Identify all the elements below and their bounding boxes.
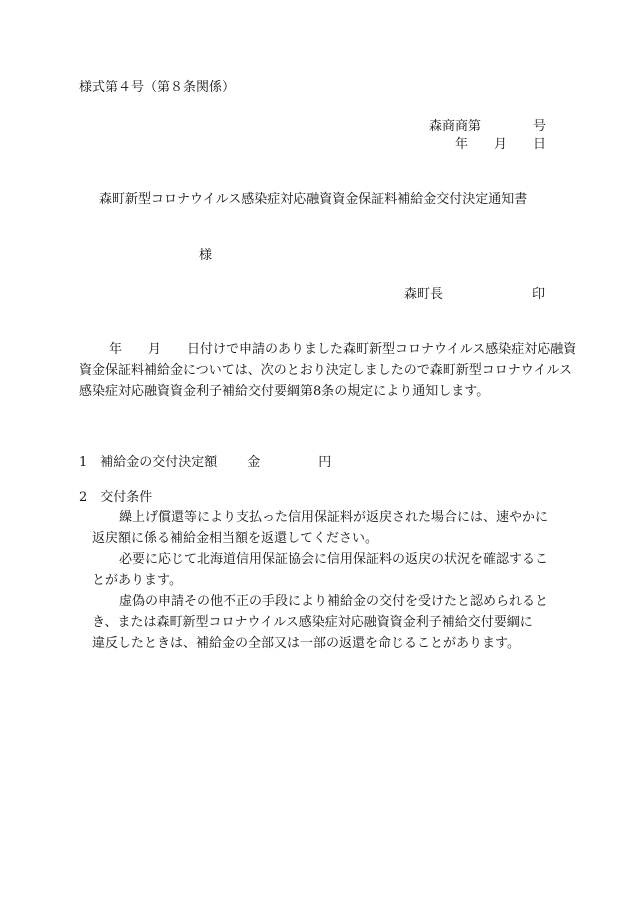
item-1-row xyxy=(79,455,331,471)
item-1-label: 1 補給金の交付決定額 xyxy=(79,455,218,470)
condition-line: とがあります。 xyxy=(92,573,182,588)
document-title: 森町新型コロナウイルス感染症対応融資資金保証料補給金交付決定通知書 xyxy=(99,192,528,207)
intro-line: 年 月 日付けで申請のありました森町新型コロナウイルス感染症対応融資 xyxy=(109,342,577,357)
item-2-conditions xyxy=(79,507,559,654)
intro-line: 感染症対応融資資金利子補給交付要綱第8条の規定により通知します。 xyxy=(79,384,490,399)
condition-line: 虚偽の申請その他不正の手段により補給金の交付を受けたと認められると xyxy=(119,594,549,609)
amount-unit: 円 xyxy=(318,455,332,470)
intro-line: 資金保証料補給金については、次のとおり決定しましたので森町新型コロナウイルス xyxy=(79,363,572,378)
condition-line: き、または森町新型コロナウイルス感染症対応融資資金利子補給交付要綱に xyxy=(92,615,533,630)
intro-paragraph xyxy=(79,339,577,402)
condition-line: 返戻額に係る補給金相当額を返還してください。 xyxy=(92,531,379,546)
recipient-suffix: 様 xyxy=(199,248,213,263)
condition-line: 必要に応じて北海道信用保証協会に信用保証料の返戻の状況を確認するこ xyxy=(119,552,549,567)
document-number: 森商商第 号 xyxy=(428,119,546,134)
condition-line: 繰上げ償還等により支払った信用保証料が返戻された場合には、速やかに xyxy=(119,510,549,525)
condition-line: 違反したときは、補給金の全部又は一部の返還を命じることがあります。 xyxy=(92,636,520,651)
form-label: 様式第４号（第８条関係） xyxy=(79,80,236,95)
seal-mark: 印 xyxy=(532,287,546,302)
document-date: 年 月 日 xyxy=(454,137,546,152)
item-2-label: 2 交付条件 xyxy=(79,490,153,505)
issuer-name: 森町長 xyxy=(404,287,444,302)
amount-prefix: 金 xyxy=(247,455,261,470)
